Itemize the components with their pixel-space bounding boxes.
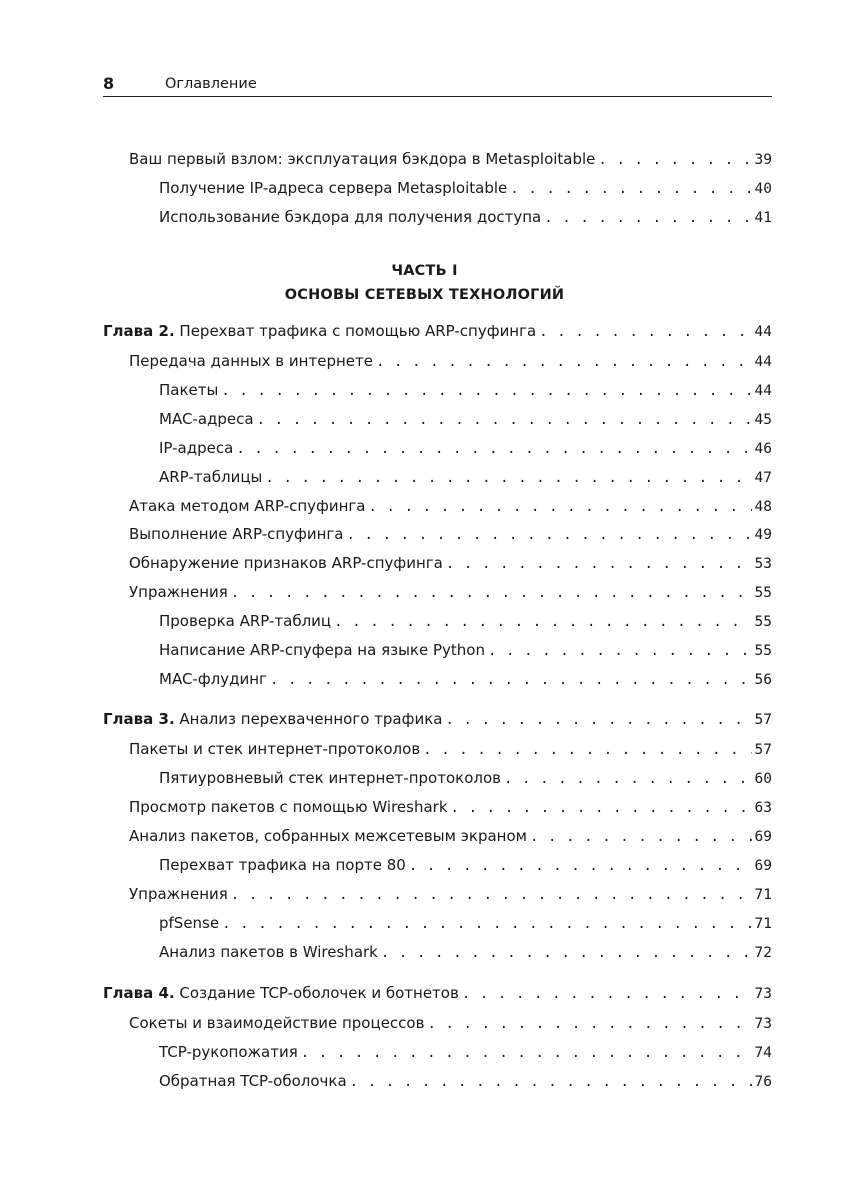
entry-page: 46 — [754, 441, 772, 457]
entry-page: 47 — [754, 470, 772, 486]
chapter-number: Глава 3. — [103, 710, 175, 728]
leader-dots — [236, 441, 751, 457]
entry-page: 40 — [754, 181, 772, 197]
entry-title: pfSense — [159, 914, 220, 932]
leader-dots — [510, 181, 751, 197]
leader-dots — [265, 470, 751, 486]
toc-entry — [159, 439, 772, 457]
entry-page: 57 — [754, 712, 772, 728]
toc-chapter — [103, 710, 772, 728]
leader-dots — [381, 945, 752, 961]
toc-entry — [129, 525, 772, 543]
entry-title: IP-адреса — [159, 439, 234, 457]
entry-page: 69 — [754, 829, 772, 845]
entry-title: Получение IP-адреса сервера Metasploitable — [159, 179, 508, 197]
leader-dots — [504, 771, 752, 787]
toc-entry — [129, 885, 772, 903]
entry-page: 73 — [754, 986, 772, 1002]
entry-title: Пакеты — [159, 381, 219, 399]
entry-title: Пакеты и стек интернет-протоколов — [129, 740, 421, 758]
toc-entry — [159, 179, 772, 197]
leader-dots — [530, 829, 752, 845]
leader-dots — [301, 1045, 752, 1061]
part-title: ОСНОВЫ СЕТЕВЫХ ТЕХНОЛОГИЙ — [284, 287, 565, 303]
toc-entry — [159, 410, 772, 428]
toc-entry — [159, 1072, 772, 1090]
leader-dots — [231, 887, 752, 903]
leader-dots — [231, 585, 752, 601]
leader-dots — [544, 210, 751, 226]
toc-entry — [159, 468, 772, 486]
leader-dots — [445, 712, 751, 728]
chapter-number: Глава 2. — [103, 322, 175, 340]
entry-title: Написание ARP-спуфера на языке Python — [159, 641, 485, 659]
entry-title: Сокеты и взаимодействие процессов — [129, 1014, 425, 1032]
leader-dots — [598, 152, 751, 168]
entry-page: 72 — [754, 945, 772, 961]
entry-page: 57 — [754, 742, 772, 758]
toc-entry — [129, 352, 772, 370]
entry-title: Просмотр пакетов с помощью Wireshark — [129, 798, 448, 816]
toc-entry — [129, 798, 772, 816]
entry-title: Создание TCP-оболочек и ботнетов — [179, 984, 459, 1002]
part-label: ЧАСТЬ I — [391, 263, 458, 279]
entry-page: 44 — [754, 383, 772, 399]
toc-entry — [129, 740, 772, 758]
toc-entry — [159, 1043, 772, 1061]
entry-title: TCP-рукопожатия — [159, 1043, 298, 1061]
leader-dots — [369, 499, 752, 515]
toc-chapter — [103, 322, 772, 340]
toc-entry — [159, 943, 772, 961]
entry-title: Анализ перехваченного трафика — [179, 710, 443, 728]
leader-dots — [222, 916, 751, 932]
entry-page: 55 — [754, 585, 772, 601]
entry-page: 49 — [754, 527, 772, 543]
running-title: Оглавление — [165, 76, 257, 92]
entry-page: 44 — [754, 324, 772, 340]
entry-title: Перехват трафика с помощью ARP-спуфинга — [179, 322, 537, 340]
entry-title: Пятиуровневый стек интернет-протоколов — [159, 769, 501, 787]
toc-entry — [159, 612, 772, 630]
entry-page: 56 — [754, 672, 772, 688]
entry-page: 71 — [754, 887, 772, 903]
leader-dots — [270, 672, 752, 688]
entry-title: Перехват трафика на порте 80 — [159, 856, 406, 874]
toc-chapter — [103, 984, 772, 1002]
entry-title: Проверка ARP-таблиц — [159, 612, 332, 630]
toc-entry — [129, 150, 772, 168]
toc-entry — [159, 856, 772, 874]
toc-entry — [129, 1014, 772, 1032]
chapter-number: Глава 4. — [103, 984, 175, 1002]
leader-dots — [423, 742, 751, 758]
leader-dots — [446, 556, 752, 572]
entry-title: Атака методом ARP-спуфинга — [129, 497, 366, 515]
toc-entry — [159, 208, 772, 226]
entry-title: MAC-адреса — [159, 410, 254, 428]
toc-entry — [129, 554, 772, 572]
entry-page: 71 — [754, 916, 772, 932]
entry-page: 45 — [754, 412, 772, 428]
entry-title: MAC-флудинг — [159, 670, 267, 688]
leader-dots — [539, 324, 751, 340]
leader-dots — [427, 1016, 751, 1032]
entry-title: Обратная TCP-оболочка — [159, 1072, 347, 1090]
entry-page: 55 — [754, 643, 772, 659]
leader-dots — [334, 614, 751, 630]
entry-page: 48 — [754, 499, 772, 515]
leader-dots — [488, 643, 752, 659]
toc-entry — [159, 641, 772, 659]
toc-entry — [159, 381, 772, 399]
entry-title: Использование бэкдора для получения доступа — [159, 208, 542, 226]
entry-page: 76 — [754, 1074, 772, 1090]
toc-entry — [159, 769, 772, 787]
leader-dots — [376, 354, 752, 370]
entry-page: 44 — [754, 354, 772, 370]
leader-dots — [451, 800, 752, 816]
entry-title: ARP-таблицы — [159, 468, 263, 486]
leader-dots — [350, 1074, 752, 1090]
entry-page: 63 — [754, 800, 772, 816]
running-header — [103, 74, 772, 97]
entry-page: 60 — [754, 771, 772, 787]
page-number: 8 — [103, 74, 115, 93]
entry-page: 41 — [754, 210, 772, 226]
entry-title: Обнаружение признаков ARP-спуфинга — [129, 554, 443, 572]
entry-page: 69 — [754, 858, 772, 874]
entry-title: Выполнение ARP-спуфинга — [129, 525, 344, 543]
entry-page: 39 — [754, 152, 772, 168]
toc-entry — [159, 670, 772, 688]
entry-page: 73 — [754, 1016, 772, 1032]
toc-entry — [129, 497, 772, 515]
entry-title: Передача данных в интернете — [129, 352, 373, 370]
entry-title: Анализ пакетов в Wireshark — [159, 943, 378, 961]
entry-page: 74 — [754, 1045, 772, 1061]
toc-entry — [129, 827, 772, 845]
leader-dots — [347, 527, 752, 543]
entry-page: 55 — [754, 614, 772, 630]
entry-title: Упражнения — [129, 583, 228, 601]
leader-dots — [462, 986, 752, 1002]
entry-title: Упражнения — [129, 885, 228, 903]
leader-dots — [409, 858, 752, 874]
toc-entry — [159, 914, 772, 932]
entry-title: Ваш первый взлом: эксплуатация бэкдора в Metasploitable — [129, 150, 596, 168]
entry-title: Анализ пакетов, собранных межсетевым экраном — [129, 827, 527, 845]
entry-page: 53 — [754, 556, 772, 572]
leader-dots — [257, 412, 752, 428]
toc-entry — [129, 583, 772, 601]
leader-dots — [221, 383, 751, 399]
